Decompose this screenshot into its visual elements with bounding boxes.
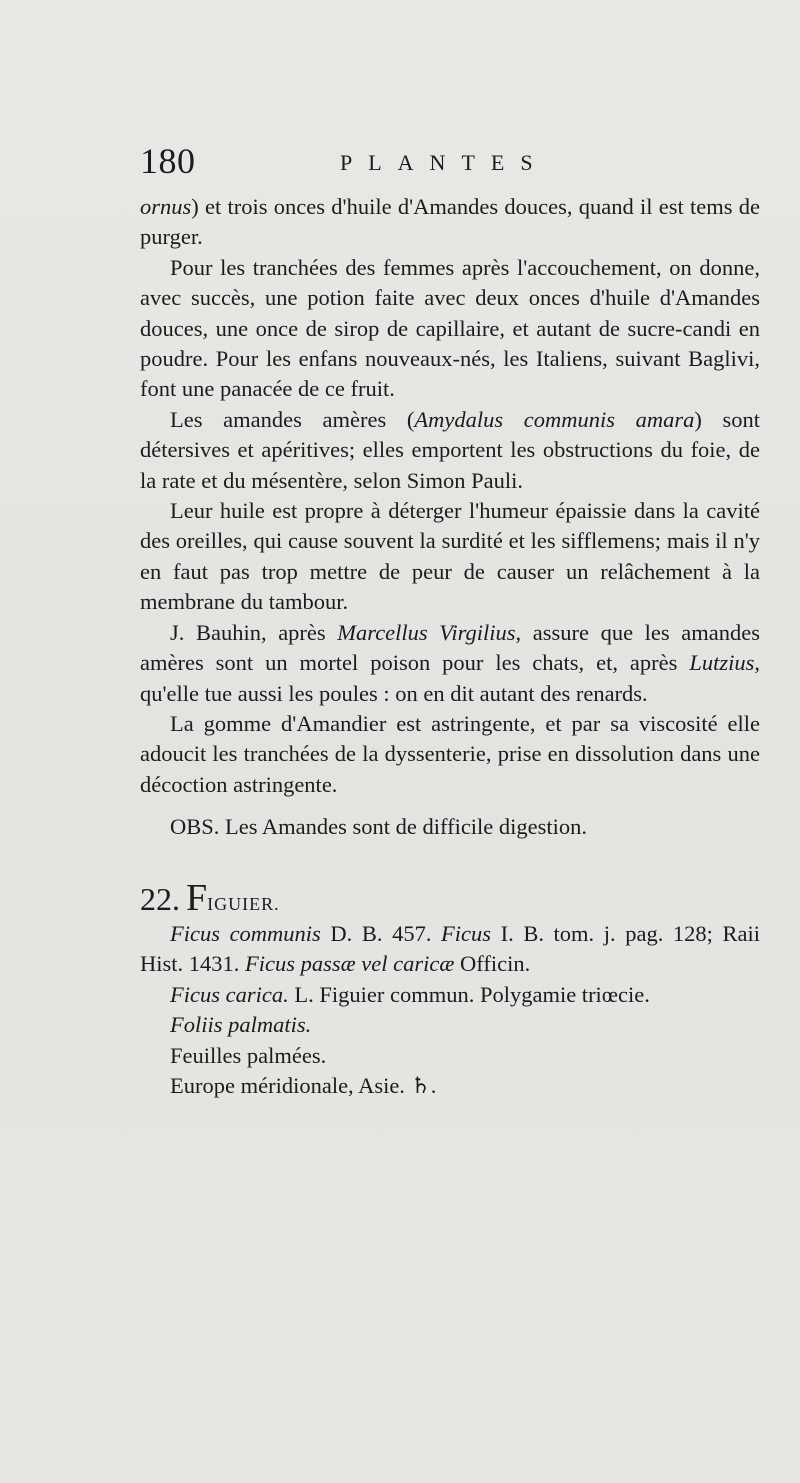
body-text (140, 192, 760, 1101)
paragraph-5-author-1: Marcellus Virgilius (337, 619, 516, 645)
paragraph-1 (140, 192, 760, 253)
synonym-1-latin: Ficus communis (170, 920, 321, 946)
paragraph-4: Leur huile est propre à déterger l'humeur épaissie dans la cavité des oreilles, qui cause souvent la surdité et les sifflemens; mais il n'y en faut pas trop mettre de peur de causer un relâchement à la membrane du tambour. (140, 498, 760, 615)
paragraph-5-a: J. Bauhin, après (170, 619, 338, 645)
paragraph-3-rest: ) sont détersives et apéritives; elles emportent les obstructions du foie, de la rate et du mésentère, selon Simon Pauli. (140, 406, 761, 493)
synonym-1-c: Officin. (454, 951, 531, 977)
running-title: PLANTES (340, 150, 549, 175)
synonym-1-latin-2: Ficus (441, 920, 492, 946)
synonym-1-latin-3: Ficus passæ vel caricæ (245, 951, 455, 977)
paragraph-2: Pour les tranchées des femmes après l'accouchement, on donne, avec succès, une potion faite avec deux onces d'huile d'Amandes douces, une once de sirop de capillaire, et autant de sucre-candi en poudre. Pour les enfans nouveaux-nés, les Italiens, suivant Baglivi, font une panacée de ce fruit. (140, 254, 760, 402)
synonyms-2 (140, 980, 760, 1010)
paragraph-5-c: , qu'elle tue aussi les poules : on en dit autant des renards. (140, 650, 760, 706)
synonyms-4: Feuilles palmées. (170, 1042, 327, 1068)
section-title-rest: IGUIER. (207, 893, 280, 914)
paragraph-5-author-2: Lutzius (689, 650, 755, 676)
observation-note: OBS. Les Amandes sont de difficile digestion. (170, 814, 588, 840)
page-header (140, 140, 760, 184)
section-number: 22. (140, 880, 180, 917)
synonym-2-rest: L. Figuier commun. Polygamie triœcie. (288, 981, 650, 1007)
paragraph-1-text: ) et trois onces d'huile d'Amandes douces, quand il est tems de purger. (140, 194, 760, 250)
synonyms-1 (140, 919, 760, 980)
paragraph-5 (140, 618, 760, 709)
paragraph-6: La gomme d'Amandier est astringente, et par sa viscosité elle adoucit les tranchées de la dyssenterie, prise en dissolution dans une décoction astringente. (140, 710, 760, 797)
paragraph-3-start: Les amandes amères ( (170, 406, 415, 432)
synonyms-3 (140, 1010, 760, 1040)
paragraph-5-b: , assure que les amandes amères sont un mortel poison pour les chats, et, après (140, 619, 760, 676)
synonyms-5: Europe méridionale, Asie. ♄. (170, 1072, 437, 1098)
synonym-3-latin: Foliis palmatis. (170, 1012, 312, 1038)
page-number: 180 (140, 141, 196, 181)
section-heading (140, 876, 760, 919)
section-title-initial: F (186, 876, 208, 919)
paragraph-1-italic: ornus (140, 194, 192, 219)
paragraph-3-latin-name: Amydalus communis amara (414, 406, 695, 432)
paragraph-3 (140, 405, 760, 496)
synonym-1-b: I. B. tom. j. pag. 128; Raii Hist. 1431. (140, 920, 760, 977)
synonym-1-a: D. B. 457. (320, 920, 442, 946)
synonym-2-latin: Ficus carica. (170, 981, 289, 1007)
